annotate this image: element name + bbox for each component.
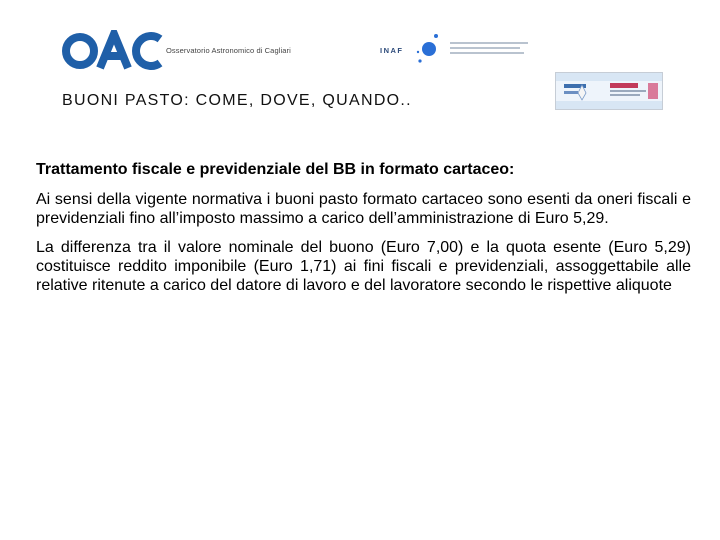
paragraph-taxable-difference: La differenza tra il valore nominale del buono (Euro 7,00) e la quota esente (Euro 5,29) costituisce reddito imponibile (Euro 1,71) ai fini fiscali e previdenziali, assoggettabile alle relative ritenute a carico del datore di lavoro e del lavoratore secondo le rispettive aliquote bbox=[36, 239, 691, 294]
page-title: BUONI PASTO: COME, DOVE, QUANDO.. bbox=[62, 92, 412, 109]
voucher-graphic bbox=[556, 73, 662, 109]
content-body bbox=[36, 160, 691, 305]
oac-logo bbox=[62, 30, 302, 72]
oac-logo-mark bbox=[62, 30, 166, 72]
inaf-logo bbox=[378, 32, 538, 68]
paragraph-exemption: Ai sensi della vigente normativa i buoni pasto formato cartaceo sono esenti da oneri fiscali e previdenziali fino all’imposto massimo a carico dell’amministrazione di Euro 5,29. bbox=[36, 191, 691, 227]
section-heading: Trattamento fiscale e previdenziale del BB in formato cartaceo: bbox=[36, 161, 515, 178]
oac-logo-text: Osservatorio Astronomico di Cagliari bbox=[166, 46, 291, 55]
inaf-logo-text: INAF bbox=[380, 46, 404, 55]
inaf-logo-mark bbox=[414, 32, 444, 66]
inaf-fine-print bbox=[450, 42, 530, 57]
meal-voucher-image bbox=[555, 72, 663, 110]
